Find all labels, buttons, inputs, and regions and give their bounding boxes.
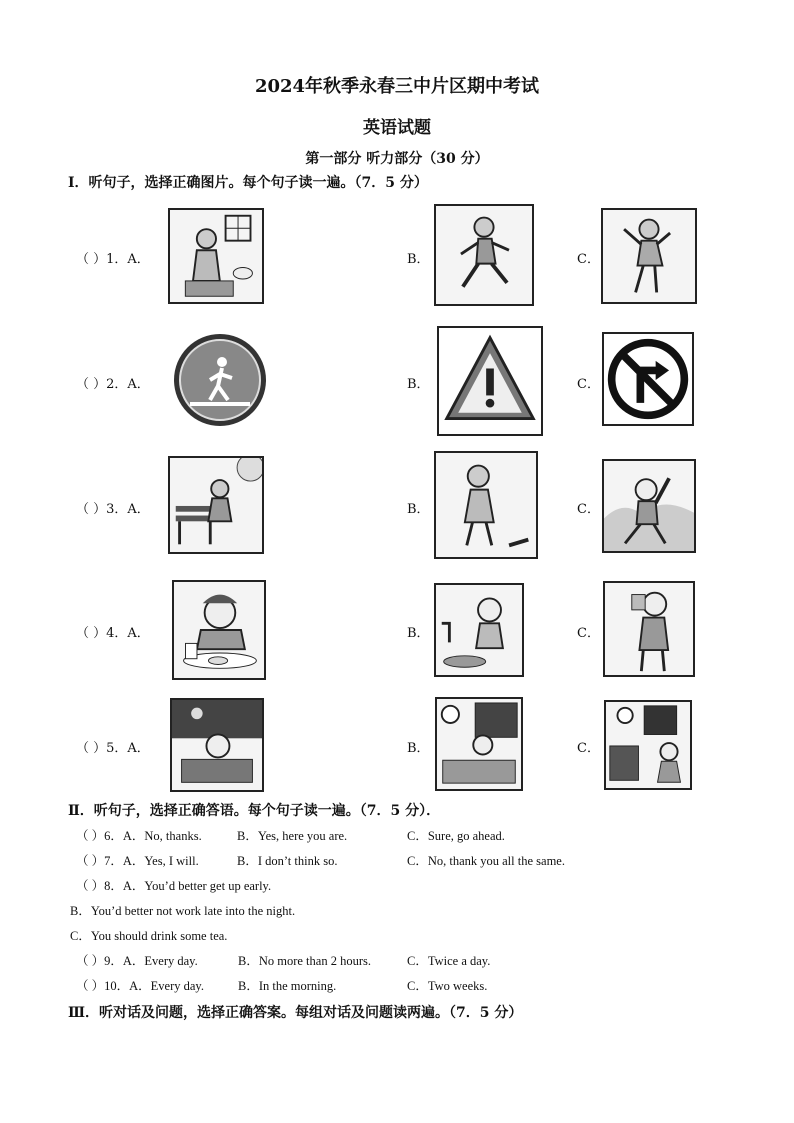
exam-subtitle: 英语试题 [363,118,431,138]
question-8-option-b: B．You’d better not work late into the night. [70,904,296,918]
question-7-option-a: （ ）7．A．Yes, I will. [76,854,199,868]
section-2-heading: Ⅱ．听句子，选择正确答语。每个句子读一遍。（7．5 分）． [68,803,441,819]
question-6-option-b: B．Yes, here you are. [237,829,348,843]
question-9-option-a: （ ）9．A．Every day. [76,954,198,968]
question-10-option-b: B．In the morning. [238,979,337,993]
section-1-heading: Ⅰ．听句子，选择正确图片。每个句子读一遍。（7．5 分） [68,175,428,191]
girl-running-icon [434,204,534,306]
question-5-label: （ ）5．A． [76,741,150,756]
question-1-option-c: C． [577,252,600,267]
question-3-option-c: C． [577,502,600,517]
pedestrian-crossing-sign-icon [170,328,270,432]
question-3-option-b: B． [407,502,430,517]
question-9-option-b: B．No more than 2 hours. [238,954,371,968]
question-2-label: （ ）2．A． [76,377,150,392]
question-4-label: （ ）4．A． [76,626,150,641]
question-6-option-c: C．Sure, go ahead. [407,829,505,843]
boy-waving-icon [602,459,696,553]
question-1-label: （ ）1．A． [76,252,150,267]
woman-washing-dishes-icon [434,583,524,677]
question-10-option-a: （ ）10．A．Every day. [76,979,204,993]
question-2-option-c: C． [577,377,600,392]
part-title: 第一部分 听力部分（30 分） [305,151,489,167]
question-3-label: （ ）3．A． [76,502,150,517]
girl-on-bench-sun-icon [168,456,264,554]
question-2-option-b: B． [407,377,430,392]
question-7-option-c: C．No, thank you all the same. [407,854,565,868]
question-1-option-b: B． [407,252,430,267]
question-10-option-c: C．Two weeks. [407,979,488,993]
girl-brushing-teeth-icon [168,208,264,304]
exam-title: 2024年秋季永春三中片区期中考试 [254,76,540,97]
boy-eating-breakfast-icon [172,580,266,680]
student-studying-night-icon [435,697,523,791]
person-watching-tv-icon [604,700,692,790]
question-4-option-b: B． [407,626,430,641]
person-at-desk-night-icon [170,698,264,792]
no-right-turn-sign-icon [602,332,694,426]
girl-walking-icon [434,451,538,559]
section-3-heading: Ⅲ．听对话及问题，选择正确答案。每组对话及问题读两遍。（7．5 分） [68,1005,523,1021]
question-8-option-c: C．You should drink some tea. [70,929,228,943]
question-8-option-a: （ ）8．A．You’d better get up early. [76,879,272,893]
girl-dancing-icon [601,208,697,304]
question-7-option-b: B．I don’t think so. [237,854,338,868]
question-6-option-a: （ ）6．A．No, thanks. [76,829,202,843]
question-4-option-c: C． [577,626,600,641]
question-9-option-c: C．Twice a day. [407,954,491,968]
question-5-option-c: C． [577,741,600,756]
man-drinking-icon [603,581,695,677]
question-5-option-b: B． [407,741,430,756]
warning-sign-icon [437,326,543,436]
